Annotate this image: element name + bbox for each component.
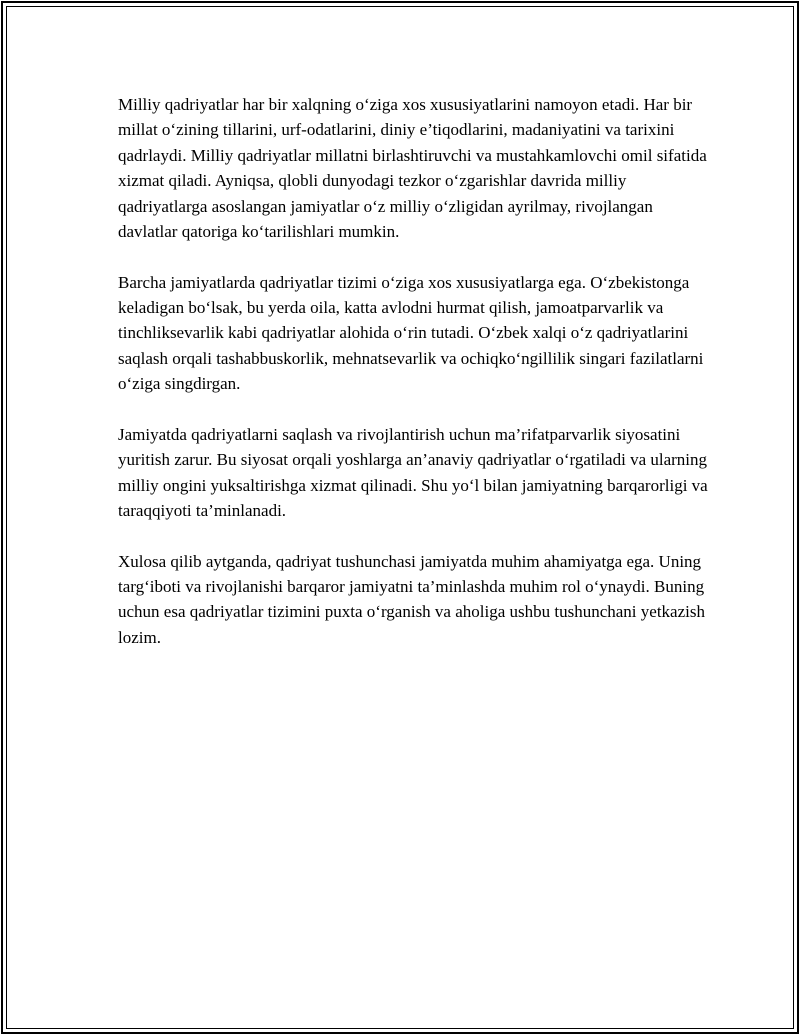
paragraph-conclusion: Xulosa qilib aytganda, qadriyat tushunchasi jamiyatda muhim ahamiyatga ega. Uning targ‘iboti va rivojlanishi barqaror jamiyatni ta’minlashda muhim rol o‘ynaydi. Buning uchun esa qadriyatlar tizimini puxta o‘rganish va aholiga ushbu tushunchani yetkazish lozim. <box>118 551 705 647</box>
paragraph-national-values: Milliy qadriyatlar har bir xalqning o‘ziga xos xususiyatlarini namoyon etadi. Har bir millat o‘zining tillarini, urf-odatlarini, diniy e’tiqodlarini, madaniyatini va tarixini qadrlaydi. Milliy qadriyatlar millatni birlashtiruvchi va mustahkamlovchi omil sifatida xizmat qiladi. Ayniqsa, qlobli dunyodagi tezkor o‘zgarishlar davrida milliy qadriyatlarga asoslangan jamiyatlar o‘z milliy o‘zligidan ayrilmay, rivojlangan davlatlar qatoriga ko‘tarilishlari mumkin. <box>118 95 707 242</box>
document-body <box>118 92 708 675</box>
paragraph-enlightenment-policy: Jamiyatda qadriyatlarni saqlash va rivojlantirish uchun ma’rifatparvarlik siyosatini yuritish zarur. Bu siyosat orqali yoshlarga an’anaviy qadriyatlar o‘rgatiladi va ularning milliy ongini yuksaltirishga xizmat qilinadi. Shu yo‘l bilan jamiyatning barqarorligi va taraqqiyoti ta’minlanadi. <box>118 424 708 521</box>
paragraph-value-system: Barcha jamiyatlarda qadriyatlar tizimi o‘ziga xos xususiyatlarga ega. O‘zbekistonga keladigan bo‘lsak, bu yerda oila, katta avlodni hurmat qilish, jamoatparvarlik va tinchliksevarlik kabi qadriyatlar alohida o‘rin tutadi. O‘zbek xalqi o‘z qadriyatlarini saqlash orqali tashabbuskorlik, mehnatsevarlik va ochiqko‘ngillilik singari fazilatlarni o‘ziga singdirgan. <box>118 272 704 394</box>
